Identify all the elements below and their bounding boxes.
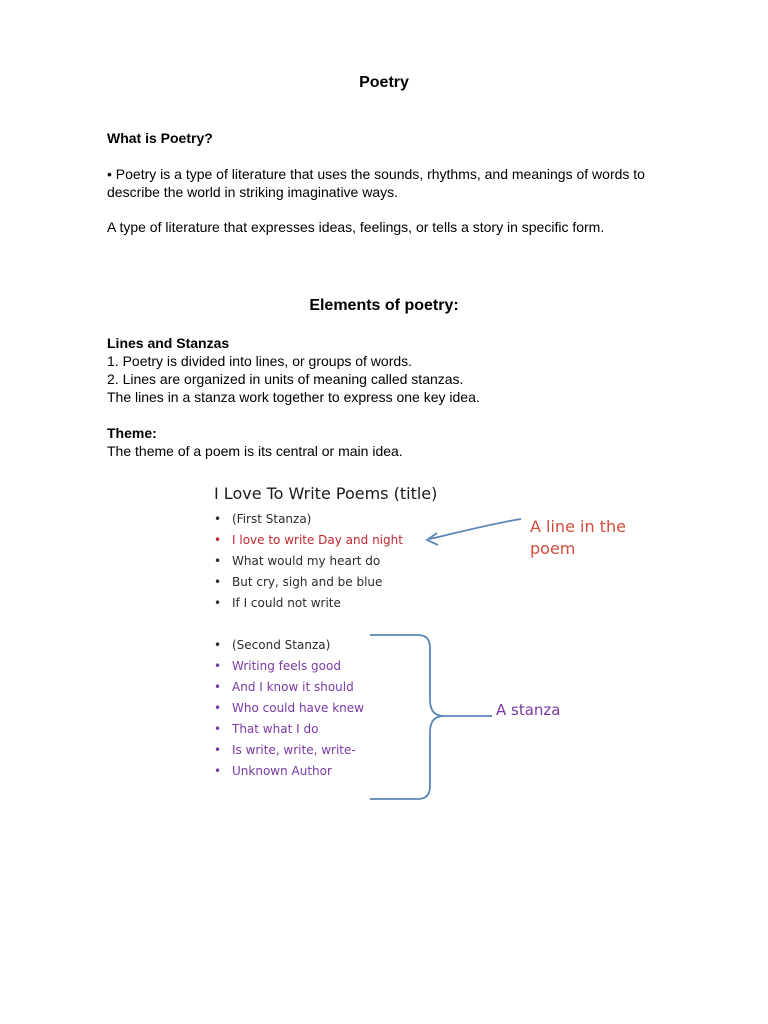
annotation-line-text-1: A line in the [530, 517, 626, 536]
lines-stanzas-line-2: 2. Lines are organized in units of meaning called stanzas. [107, 371, 464, 387]
poem-line: • That what I do [214, 719, 364, 740]
annotation-line-text [530, 516, 626, 560]
theme-heading: Theme: [107, 425, 157, 441]
lines-stanzas-line-1: 1. Poetry is divided into lines, or groups of words. [107, 353, 413, 369]
what-is-poetry-heading: What is Poetry? [107, 130, 213, 146]
lines-stanzas-heading: Lines and Stanzas [107, 335, 230, 351]
poetry-definition-paragraph: • Poetry is a type of literature that uses the sounds, rhythms, and meanings of words to describe the world in striking imaginative ways. [107, 166, 645, 200]
annotation-stanza-text: A stanza [496, 701, 561, 719]
poem-line: • And I know it should [214, 677, 364, 698]
poem-line: • (Second Stanza) [214, 635, 364, 656]
poem-line: • But cry, sigh and be blue [214, 572, 403, 593]
poem-line: • (First Stanza) [214, 509, 403, 530]
poem-line: • Who could have knew [214, 698, 364, 719]
poem-line: • What would my heart do [214, 551, 403, 572]
theme-text: The theme of a poem is its central or main idea. [107, 443, 403, 459]
stanza-brace [370, 635, 492, 799]
line-arrow [427, 519, 521, 545]
poem-line: • If I could not write [214, 593, 403, 614]
poetry-form-paragraph: A type of literature that expresses ideas, feelings, or tells a story in specific form. [107, 219, 605, 235]
elements-heading: Elements of poetry: [309, 297, 459, 314]
annotation-line-text-2: poem [530, 539, 576, 558]
poem-title: I Love To Write Poems (title) [214, 484, 438, 503]
poem-line: • Is write, write, write- [214, 740, 364, 761]
poem-line: • Unknown Author [214, 761, 364, 782]
poem-line: • I love to write Day and night [214, 530, 403, 551]
poem-line: • Writing feels good [214, 656, 364, 677]
lines-stanzas-line-3: The lines in a stanza work together to express one key idea. [107, 389, 480, 405]
document-title: Poetry [359, 74, 409, 91]
